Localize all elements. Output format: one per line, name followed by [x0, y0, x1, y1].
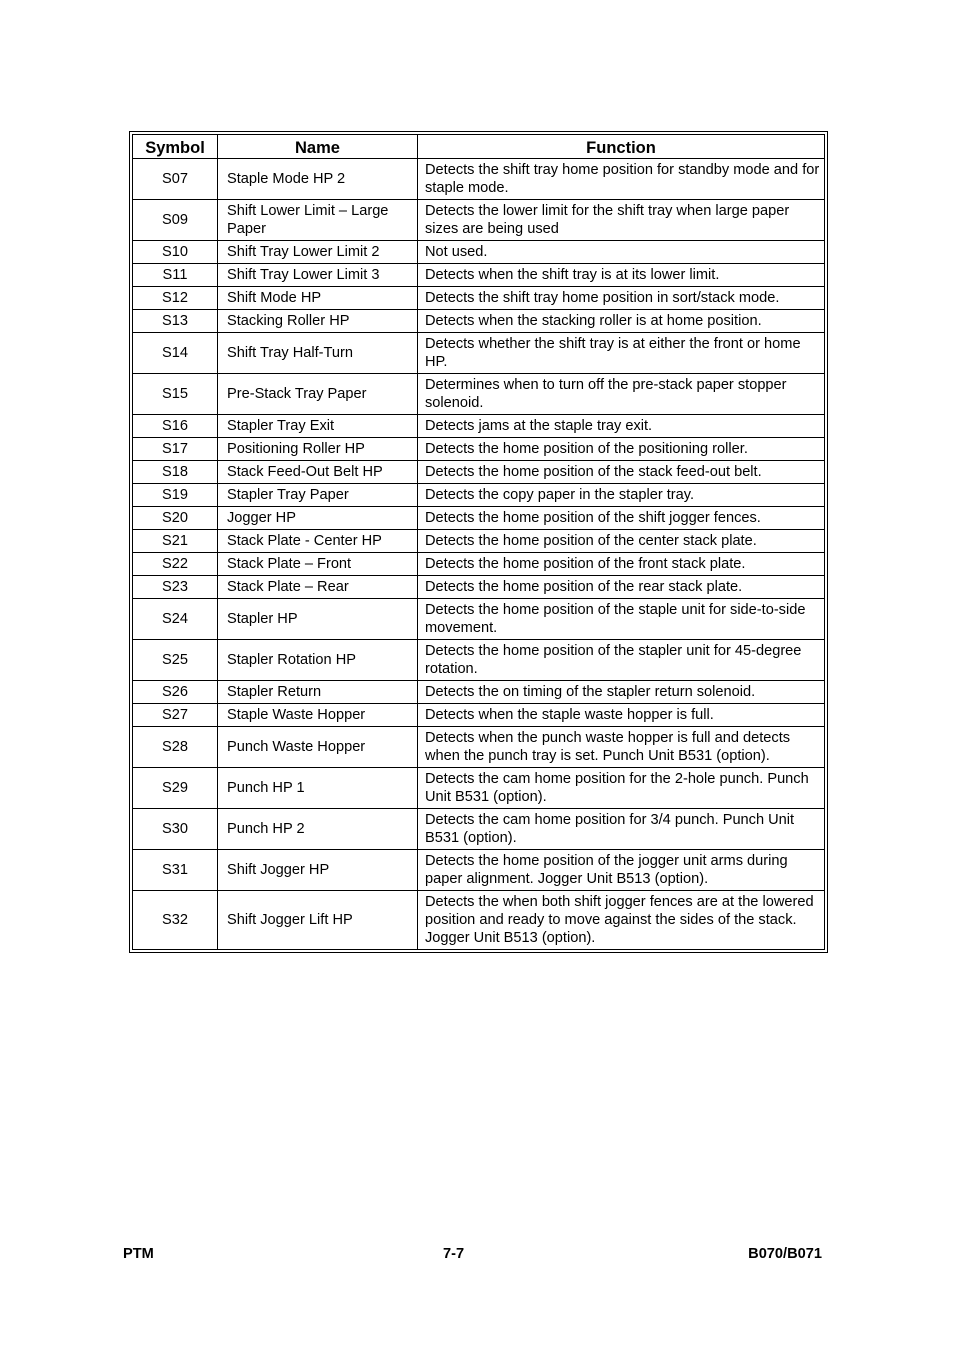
name-cell: Staple Waste Hopper: [218, 704, 418, 727]
table-row: [133, 461, 825, 484]
table-row: [133, 415, 825, 438]
name-cell: Pre-Stack Tray Paper: [218, 374, 418, 415]
function-cell: Detects the home position of the center stack plate.: [418, 530, 825, 553]
header-name: Name: [218, 135, 418, 159]
table-row: [133, 484, 825, 507]
table-row: [133, 264, 825, 287]
symbol-cell: S31: [133, 850, 218, 891]
table-row: [133, 768, 825, 809]
name-cell: Stapler HP: [218, 599, 418, 640]
function-cell: Detects when the stacking roller is at home position.: [418, 310, 825, 333]
name-cell: Shift Tray Half-Turn: [218, 333, 418, 374]
page-number: 7-7: [443, 1246, 465, 1262]
name-cell: Shift Lower Limit – Large Paper: [218, 200, 418, 241]
name-cell: Staple Mode HP 2: [218, 159, 418, 200]
symbol-cell: S22: [133, 553, 218, 576]
function-cell: Detects the lower limit for the shift tray when large paper sizes are being used: [418, 200, 825, 241]
table-row: [133, 850, 825, 891]
function-cell: Detects the copy paper in the stapler tray.: [418, 484, 825, 507]
table-row: [133, 310, 825, 333]
name-cell: Shift Jogger HP: [218, 850, 418, 891]
name-cell: Shift Jogger Lift HP: [218, 891, 418, 950]
function-cell: Detects the home position of the positioning roller.: [418, 438, 825, 461]
symbol-cell: S21: [133, 530, 218, 553]
table-row: [133, 438, 825, 461]
symbol-cell: S19: [133, 484, 218, 507]
table-row: [133, 576, 825, 599]
name-cell: Stapler Return: [218, 681, 418, 704]
header-function: Function: [418, 135, 825, 159]
symbol-cell: S26: [133, 681, 218, 704]
function-cell: Detects the home position of the staple unit for side-to-side movement.: [418, 599, 825, 640]
name-cell: Shift Tray Lower Limit 2: [218, 241, 418, 264]
function-cell: Detects the shift tray home position for standby mode and for staple mode.: [418, 159, 825, 200]
table-row: [133, 704, 825, 727]
symbol-cell: S28: [133, 727, 218, 768]
table-body: [133, 159, 825, 950]
function-cell: Detects the home position of the jogger unit arms during paper alignment. Jogger Unit B513 (option).: [418, 850, 825, 891]
name-cell: Punch Waste Hopper: [218, 727, 418, 768]
footer-model-number: B070/B071: [748, 1246, 822, 1262]
symbol-cell: S16: [133, 415, 218, 438]
table-row: [133, 727, 825, 768]
name-cell: Stapler Tray Paper: [218, 484, 418, 507]
symbol-cell: S20: [133, 507, 218, 530]
table-row: [133, 507, 825, 530]
table-row: [133, 159, 825, 200]
function-cell: Detects the home position of the stack feed-out belt.: [418, 461, 825, 484]
table-row: [133, 374, 825, 415]
table-row: [133, 809, 825, 850]
function-cell: Detects the home position of the rear stack plate.: [418, 576, 825, 599]
symbol-cell: S17: [133, 438, 218, 461]
table-row: [133, 681, 825, 704]
table-row: [133, 891, 825, 950]
table-header-row: [133, 135, 825, 159]
sensor-table: [132, 134, 825, 950]
symbol-cell: S07: [133, 159, 218, 200]
table-row: [133, 241, 825, 264]
table-row: [133, 640, 825, 681]
name-cell: Jogger HP: [218, 507, 418, 530]
function-cell: Detects the home position of the stapler unit for 45-degree rotation.: [418, 640, 825, 681]
symbol-cell: S32: [133, 891, 218, 950]
name-cell: Stack Plate – Rear: [218, 576, 418, 599]
name-cell: Stapler Tray Exit: [218, 415, 418, 438]
symbol-cell: S09: [133, 200, 218, 241]
name-cell: Punch HP 1: [218, 768, 418, 809]
name-cell: Stacking Roller HP: [218, 310, 418, 333]
function-cell: Detects the shift tray home position in sort/stack mode.: [418, 287, 825, 310]
symbol-cell: S29: [133, 768, 218, 809]
symbol-cell: S13: [133, 310, 218, 333]
function-cell: Detects when the staple waste hopper is full.: [418, 704, 825, 727]
table-row: [133, 530, 825, 553]
function-cell: Detects the cam home position for 3/4 punch. Punch Unit B531 (option).: [418, 809, 825, 850]
sensor-table-frame: [129, 131, 828, 953]
name-cell: Stack Plate - Center HP: [218, 530, 418, 553]
function-cell: Determines when to turn off the pre-stack paper stopper solenoid.: [418, 374, 825, 415]
table-row: [133, 287, 825, 310]
name-cell: Stapler Rotation HP: [218, 640, 418, 681]
symbol-cell: S18: [133, 461, 218, 484]
function-cell: Detects the cam home position for the 2-hole punch. Punch Unit B531 (option).: [418, 768, 825, 809]
symbol-cell: S10: [133, 241, 218, 264]
symbol-cell: S25: [133, 640, 218, 681]
symbol-cell: S30: [133, 809, 218, 850]
name-cell: Shift Mode HP: [218, 287, 418, 310]
name-cell: Shift Tray Lower Limit 3: [218, 264, 418, 287]
name-cell: Stack Feed-Out Belt HP: [218, 461, 418, 484]
function-cell: Detects the home position of the shift jogger fences.: [418, 507, 825, 530]
table-row: [133, 200, 825, 241]
function-cell: Detects whether the shift tray is at either the front or home HP.: [418, 333, 825, 374]
function-cell: Detects the on timing of the stapler return solenoid.: [418, 681, 825, 704]
symbol-cell: S11: [133, 264, 218, 287]
function-cell: Detects the home position of the front stack plate.: [418, 553, 825, 576]
symbol-cell: S15: [133, 374, 218, 415]
table-row: [133, 599, 825, 640]
function-cell: Not used.: [418, 241, 825, 264]
function-cell: Detects when the punch waste hopper is full and detects when the punch tray is set. Punch Unit B531 (option).: [418, 727, 825, 768]
name-cell: Stack Plate – Front: [218, 553, 418, 576]
table-row: [133, 333, 825, 374]
symbol-cell: S24: [133, 599, 218, 640]
name-cell: Punch HP 2: [218, 809, 418, 850]
function-cell: Detects jams at the staple tray exit.: [418, 415, 825, 438]
symbol-cell: S14: [133, 333, 218, 374]
function-cell: Detects when the shift tray is at its lower limit.: [418, 264, 825, 287]
name-cell: Positioning Roller HP: [218, 438, 418, 461]
footer-left-label: PTM: [123, 1246, 154, 1262]
function-cell: Detects the when both shift jogger fences are at the lowered position and ready to move against the sides of the stack. Jogger Unit B513 (option).: [418, 891, 825, 950]
header-symbol: Symbol: [133, 135, 218, 159]
table-row: [133, 553, 825, 576]
symbol-cell: S12: [133, 287, 218, 310]
symbol-cell: S23: [133, 576, 218, 599]
symbol-cell: S27: [133, 704, 218, 727]
